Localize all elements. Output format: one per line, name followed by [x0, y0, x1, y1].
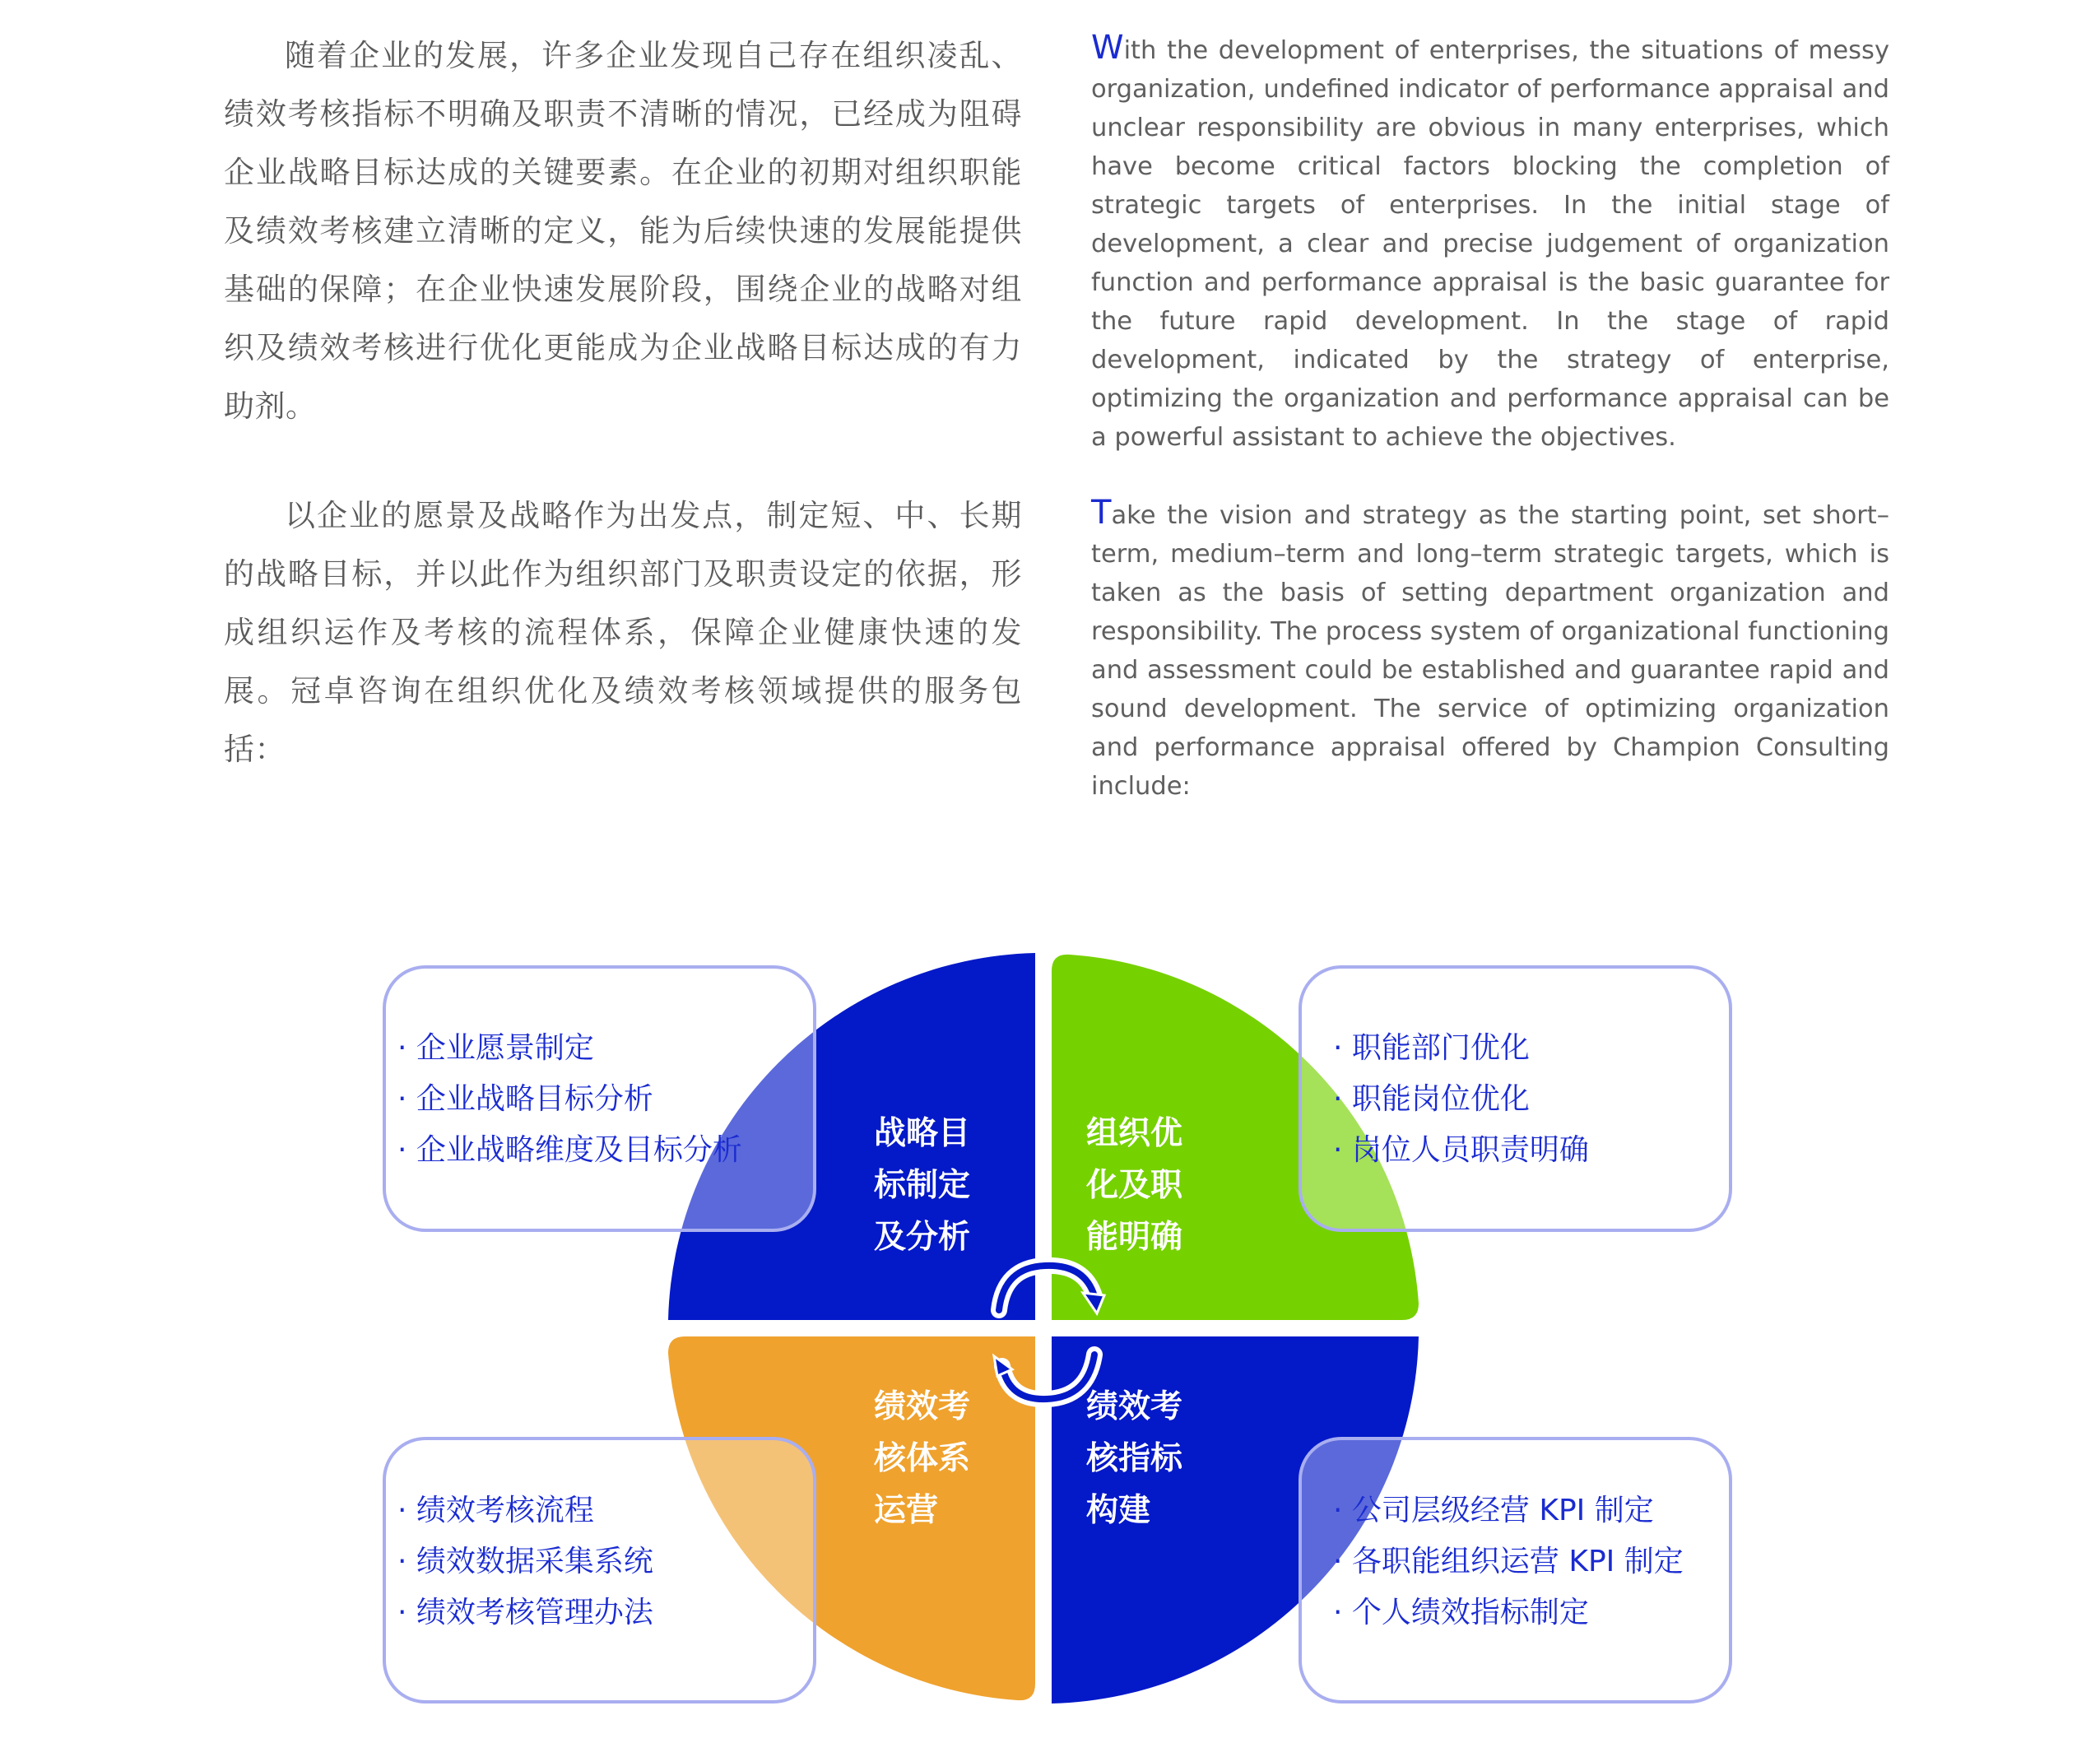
- quadrant-organization-label-1: 组织优: [1086, 1115, 1183, 1152]
- list-item: · 绩效考核流程: [397, 1494, 594, 1527]
- quadrant-kpi-construction-label-3: 构建: [1086, 1492, 1151, 1529]
- quadrant-performance-operation-label-1: 绩效考: [874, 1388, 971, 1425]
- en-intro-paragraph-2-text: ake the vision and strategy as the starting point, set short–term, medium–term and long–term strategic targets, which is taken as the basis of setting department organization and responsibility. The process system of organizational functioning and assessment could be established and guarantee rapid and sound development. The service of optimizing organization and performance appraisal offered by Champion Consulting include:: [1091, 501, 1889, 801]
- cn-intro-paragraph-2: 以企业的愿景及战略作为出发点，制定短、中、长期的战略目标，并以此作为组织部门及职责设定的依据，形成组织运作及考核的流程体系，保障企业健康快速的发展。冠卓咨询在组织优化及绩效考核领域提供的服务包括：: [224, 498, 1022, 767]
- list-item: · 企业战略维度及目标分析: [397, 1133, 742, 1167]
- drop-cap-w: W: [1091, 29, 1124, 67]
- list-item: · 绩效数据采集系统: [397, 1545, 653, 1578]
- quadrant-kpi-construction-label-1: 绩效考: [1086, 1388, 1183, 1425]
- quadrant-strategy-label-2: 标制定: [874, 1167, 971, 1204]
- list-item: · 企业愿景制定: [397, 1031, 594, 1065]
- quadrant-strategy-label-3: 及分析: [874, 1219, 971, 1256]
- list-item: · 企业战略目标分析: [397, 1082, 653, 1116]
- list-item: · 绩效考核管理办法: [397, 1596, 653, 1629]
- list-item: · 岗位人员职责明确: [1333, 1133, 1589, 1167]
- quadrant-performance-operation-label-3: 运营: [874, 1492, 939, 1529]
- list-item: · 各职能组织运营 KPI 制定: [1333, 1545, 1684, 1578]
- quadrant-organization-label-3: 能明确: [1086, 1219, 1183, 1256]
- quadrant-organization-label-2: 化及职: [1086, 1167, 1183, 1204]
- drop-cap-t: T: [1091, 494, 1112, 532]
- quadrant-kpi-construction-label-2: 核指标: [1086, 1440, 1183, 1477]
- list-item: · 职能部门优化: [1333, 1031, 1530, 1065]
- list-item: · 公司层级经营 KPI 制定: [1333, 1494, 1654, 1527]
- cn-intro-paragraph-1: 随着企业的发展，许多企业发现自己存在组织凌乱、绩效考核指标不明确及职责不清晰的情况，已经成为阻碍企业战略目标达成的关键要素。在企业的初期对组织职能及绩效考核建立清晰的定义，能为后续快速的发展能提供基础的保障；在企业快速发展阶段，围绕企业的战略对组织及绩效考核进行优化更能成为企业战略目标达成的有力助剂。: [224, 38, 1022, 424]
- quadrant-performance-operation-label-2: 核体系: [874, 1440, 971, 1477]
- quadrant-strategy-label-1: 战略目: [874, 1115, 971, 1152]
- list-item: · 个人绩效指标制定: [1333, 1596, 1589, 1629]
- en-intro-paragraph-1-text: ith the development of enterprises, the situations of messy organization, undefined indicator of performance appraisal and unclear responsibility are obvious in many enterprises, which have become critical factors blocking the completion of strategic targets of enterprises. In the initial stage of development, a clear and precise judgement of organization function and performance appraisal is the basic guarantee for the future rapid development. In the stage of rapid development, indicated by the strategy of enterprise, optimizing the organization and performance appraisal can be a powerful assistant to achieve the objectives.: [1091, 36, 1889, 452]
- list-item: · 职能岗位优化: [1333, 1082, 1530, 1116]
